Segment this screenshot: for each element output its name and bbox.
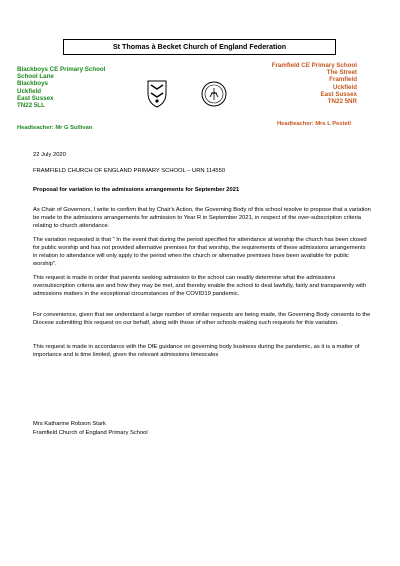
signature-school: Framfield Church of England Primary School (33, 430, 148, 436)
address-line: Uckfield (332, 83, 357, 91)
address-line: Framfield (329, 76, 357, 84)
paragraph: For convenience, given that we understand a large number of similar requests are being made, the Governing Body consents to the Diocese submitting this request on our behalf, along with those of other schools making such requests for this variation. (33, 312, 371, 327)
left-headteacher: Headteacher: Mr G Sullivan (17, 125, 93, 131)
right-headteacher: Headteacher: Mrs L Pestell (277, 121, 351, 127)
school-reference: FRAMFIELD CHURCH OF ENGLAND PRIMARY SCHOOL – URN 114550 (33, 168, 226, 174)
right-school-address (272, 62, 357, 105)
left-school-address (17, 66, 105, 109)
federation-title: St Thomas à Becket Church of England Federation (63, 39, 336, 55)
school-crest-icon (146, 79, 168, 109)
address-line: Blackboys (17, 80, 48, 88)
address-line: Framfield CE Primary School (271, 62, 357, 69)
signature-name: Mrs Katharine Robson Stark (33, 421, 106, 427)
letter-subject: Proposal for variation to the admissions arrangements for September 2021 (33, 187, 240, 193)
diocese-seal-icon (201, 79, 227, 109)
address-line: School Lane (17, 73, 54, 81)
address-line: East Sussex (320, 90, 357, 98)
address-line: East Sussex (17, 94, 54, 102)
address-line: The Street (326, 69, 357, 77)
paragraph: As Chair of Governors, I write to confirm that by Chair's Action, the Governing Body of this school resolve to propose that a variation be made to the admissions arrangements for admission to Year R in September 2021, in respect of the over-subscription criteria relating to church attendance. (33, 207, 371, 230)
address-line: TN22 5NR (327, 98, 357, 106)
address-line: Blackboys CE Primary School (17, 66, 106, 73)
address-line: Uckfield (17, 87, 42, 95)
paragraph: The variation requested is that " In the event that during the period specified for attendance at worship the church has been closed for public worship and has not provided alternative premises for that worship, the requirements of these admissions arrangements in relation to attendance will only apply to the period when the church or alternative premises have been available for public worship". (33, 237, 367, 268)
address-line: TN22 5LL (17, 102, 45, 110)
paragraph: This request is made in accordance with the DfE guidance on governing body business during the pandemic, as it is a matter of importance and is time limited, given the relevant admissions timescales (33, 344, 360, 359)
letter-date: 22 July 2020 (33, 152, 66, 158)
paragraph: This request is made in order that parents seeking admission to the school can readily determine what the admissions oversubscription criteria are and how they may be met, and thereby enable the school to deal lawfully, fairly and transparently with admissions matters in the exceptional circumstances of the COVID19 pandemic. (33, 275, 367, 298)
